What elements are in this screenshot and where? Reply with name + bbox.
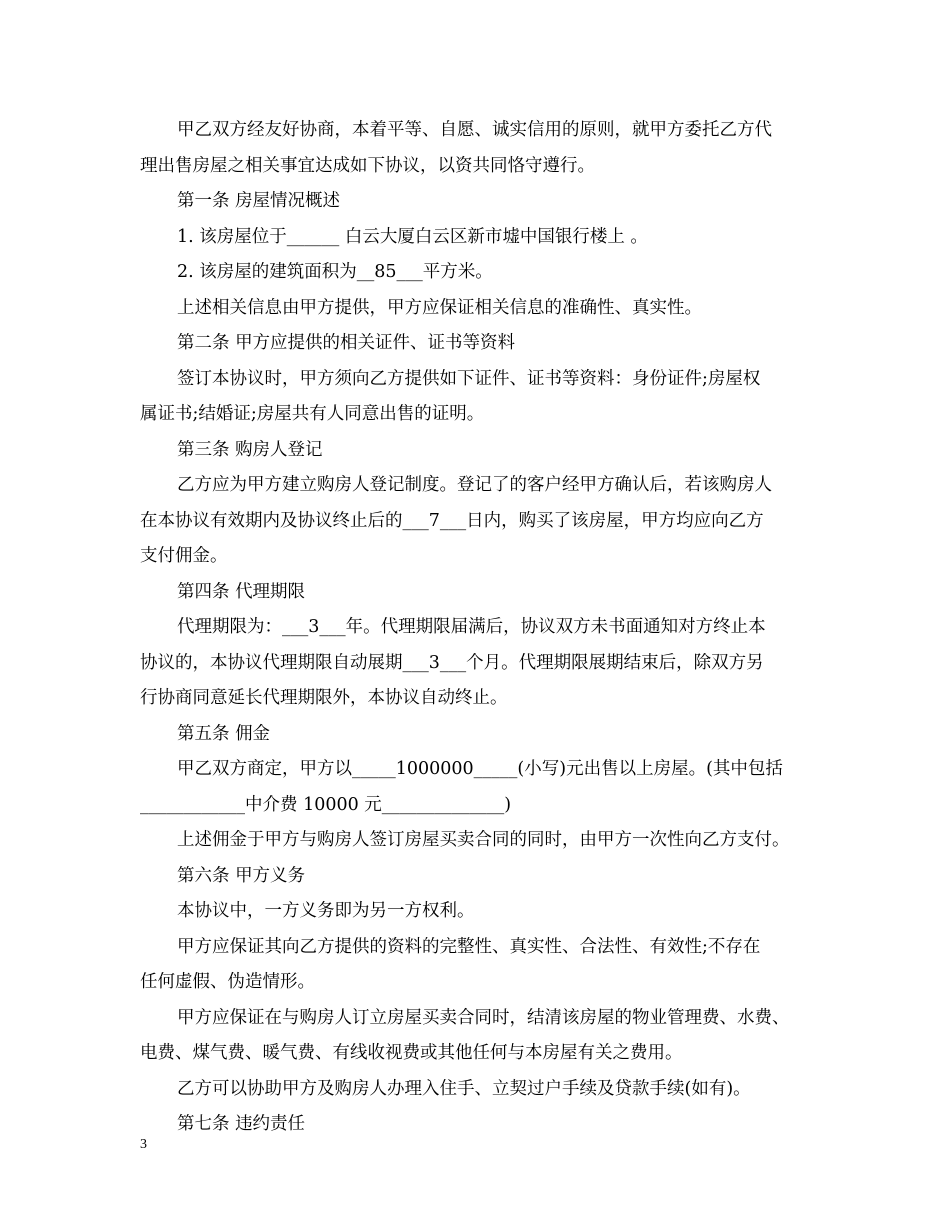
document-line: 乙方应为甲方建立购房人登记制度。登记了的客户经甲方确认后，若该购房人 bbox=[177, 475, 772, 495]
document-line: 第一条 房屋情况概述 bbox=[177, 191, 341, 211]
document-line: 协议的，本协议代理期限自动展期___3___个月。代理期限展期结束后，除双方另 bbox=[140, 652, 764, 673]
document-line: 行协商同意延长代理期限外，本协议自动终止。 bbox=[140, 688, 508, 708]
page-number: 3 bbox=[140, 1137, 147, 1152]
document-line: 本协议中，一方义务即为另一方权利。 bbox=[177, 901, 475, 921]
document-line: ____________中介费 10000 元______________) bbox=[140, 794, 512, 815]
document-line: 任何虚假、伪造情形。 bbox=[140, 972, 315, 992]
document-line: 2. 该房屋的建筑面积为__85___平方米。 bbox=[177, 262, 493, 282]
document-line: 属证书;结婚证;房屋共有人同意出售的证明。 bbox=[140, 404, 485, 424]
document-line: 第四条 代理期限 bbox=[177, 581, 306, 602]
document-line: 理出售房屋之相关事宜达成如下协议，以资共同恪守遵行。 bbox=[140, 155, 595, 176]
document-line: 第六条 甲方义务 bbox=[177, 865, 306, 886]
document-line: 签订本协议时，甲方须向乙方提供如下证件、证书等资料：身份证件;房屋权 bbox=[177, 368, 761, 389]
document-body bbox=[140, 113, 840, 1143]
document-line: 第五条 佣金 bbox=[177, 723, 271, 744]
document-line: 电费、煤气费、暖气费、有线收视费或其他任何与本房屋有关之费用。 bbox=[140, 1043, 683, 1063]
document-line: 第七条 违约责任 bbox=[177, 1114, 306, 1134]
document-line: 甲乙双方商定，甲方以_____1000000_____(小写)元出售以上房屋。(其中包括 bbox=[177, 759, 783, 779]
document-line: 甲方应保证在与购房人订立房屋买卖合同时，结清该房屋的物业管理费、水费、 bbox=[177, 1007, 790, 1028]
document-line: 乙方可以协助甲方及购房人办理入住手、立契过户手续及贷款手续(如有)。 bbox=[177, 1078, 751, 1099]
document-line: 上述相关信息由甲方提供，甲方应保证相关信息的准确性、真实性。 bbox=[177, 297, 702, 318]
document-line: 代理期限为：___3___年。代理期限届满后，协议双方未书面通知对方终止本 bbox=[177, 617, 766, 637]
document-line: 上述佣金于甲方与购房人签订房屋买卖合同的同时，由甲方一次性向乙方支付。 bbox=[177, 830, 790, 850]
document-line: 甲乙双方经友好协商，本着平等、自愿、诚实信用的原则，就甲方委托乙方代 bbox=[177, 120, 772, 140]
document-line: 1. 该房屋位于______ 白云大厦白云区新市墟中国银行楼上 。 bbox=[177, 226, 648, 247]
document-line: 在本协议有效期内及协议终止后的___7___日内，购买了该房屋，甲方均应向乙方 bbox=[140, 510, 764, 531]
document-line: 支付佣金。 bbox=[140, 546, 228, 566]
document-line: 第二条 甲方应提供的相关证件、证书等资料 bbox=[177, 333, 516, 353]
document-line: 甲方应保证其向乙方提供的资料的完整性、真实性、合法性、有效性;不存在 bbox=[177, 936, 761, 957]
document-line: 第三条 购房人登记 bbox=[177, 439, 323, 460]
